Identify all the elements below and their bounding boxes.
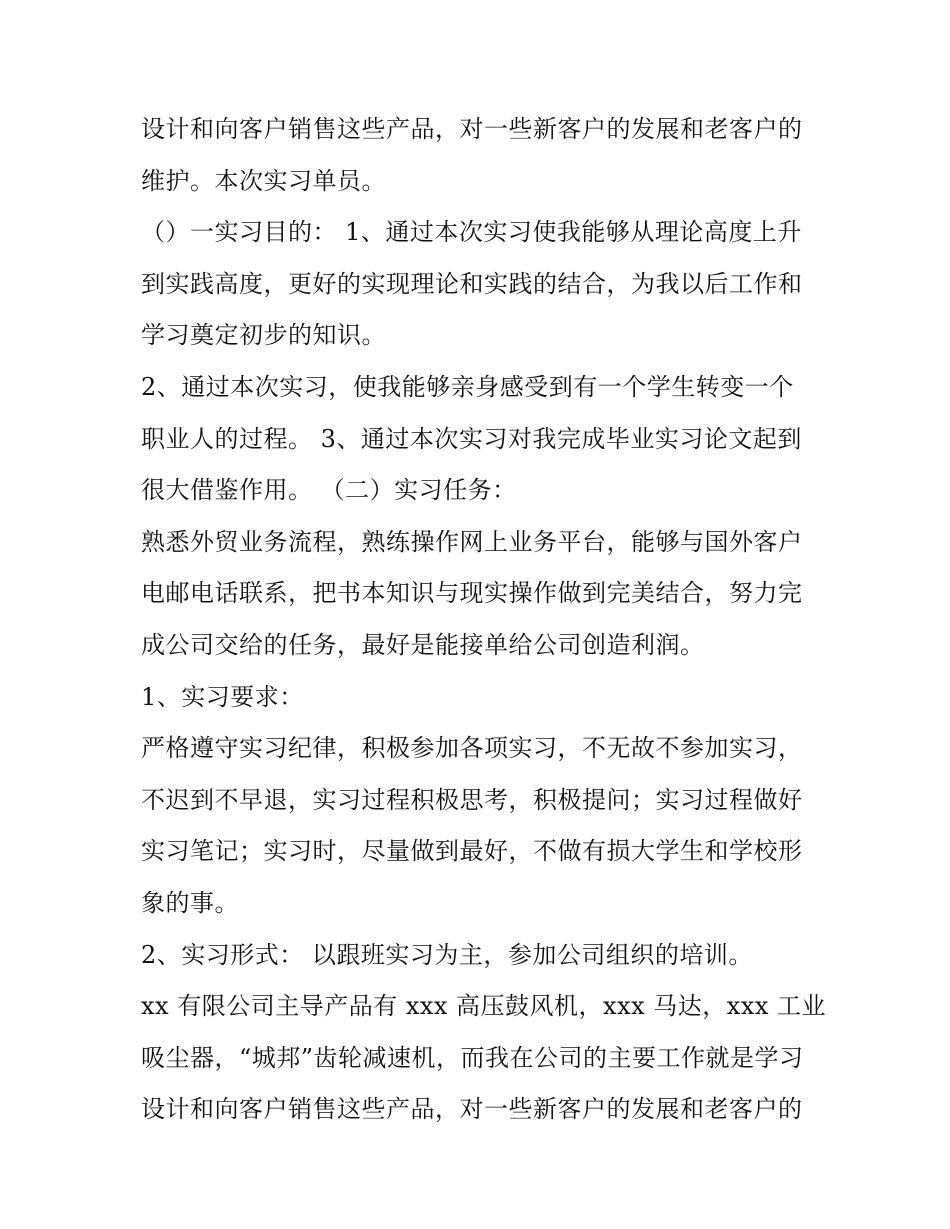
text-line: 电邮电话联系，把书本知识与现实操作做到完美结合，努力完 xyxy=(141,579,803,608)
text-line: xx 有限公司主导产品有 xxx 高压鼓风机，xxx 马达，xxx 工业 xyxy=(141,992,827,1021)
text-line: 设计和向客户销售这些产品，对一些新客户的发展和老客户的 xyxy=(141,1095,803,1124)
document-body xyxy=(141,104,827,1136)
text-line: 维护。本次实习单员。 xyxy=(141,166,386,195)
text-line: 实习笔记；实习时，尽量做到最好，不做有损大学生和学校形 xyxy=(141,837,803,866)
text-line: 吸尘器，“城邦”齿轮减速机，而我在公司的主要工作就是学习 xyxy=(141,1043,804,1072)
text-line: 2、实习形式： 以跟班实习为主，参加公司组织的培训。 xyxy=(141,940,753,969)
text-line: 设计和向客户销售这些产品，对一些新客户的发展和老客户的 xyxy=(141,115,803,143)
text-line: 象的事。 xyxy=(141,888,239,917)
text-line: 2、通过本次实习，使我能够亲身感受到有一个学生转变一个 xyxy=(141,372,794,401)
text-line: 熟悉外贸业务流程，熟练操作网上业务平台，能够与国外客户 xyxy=(141,527,803,556)
text-line: 职业人的过程。 3、通过本次实习对我完成毕业实习论文起到 xyxy=(141,424,802,453)
text-line: 严格遵守实习纪律，积极参加各项实习，不无故不参加实习， xyxy=(141,734,803,763)
text-line: （）一实习目的： 1、通过本次实习使我能够从理论高度上升 xyxy=(141,218,802,247)
text-line: 成公司交给的任务，最好是能接单给公司创造利润。 xyxy=(141,630,705,659)
text-line: 到实践高度，更好的实现理论和实践的结合，为我以后工作和 xyxy=(141,269,803,298)
text-line: 学习奠定初步的知识。 xyxy=(141,321,386,350)
text-line: 不迟到不早退，实习过程积极思考，积极提问；实习过程做好 xyxy=(141,785,803,814)
text-line: 很大借鉴作用。 （二）实习任务： xyxy=(141,476,517,505)
text-line: 1、实习要求： xyxy=(141,682,304,711)
